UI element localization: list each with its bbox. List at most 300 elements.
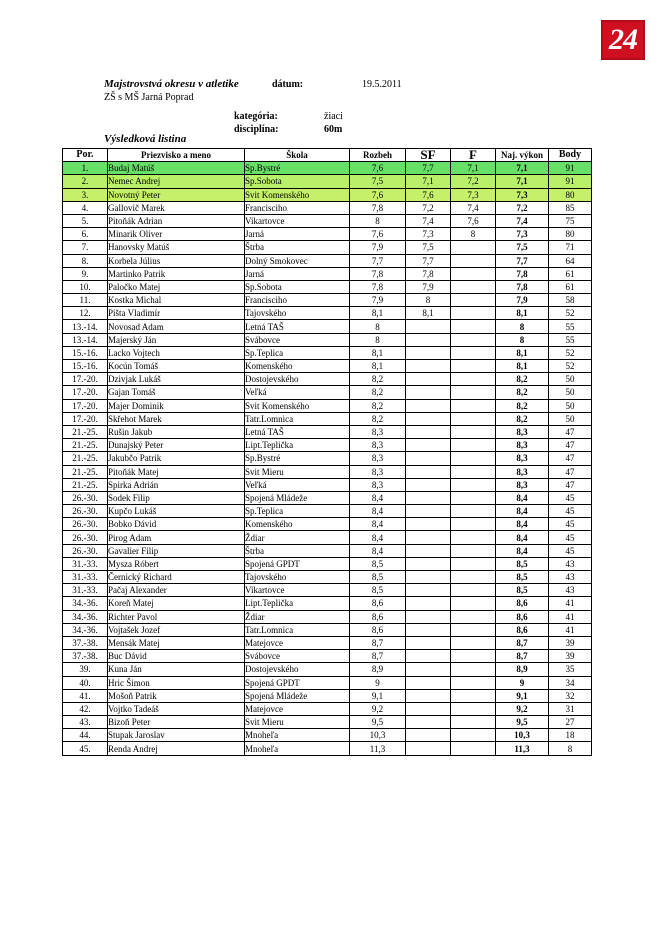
cell-points: 61 — [549, 267, 592, 280]
cell-points: 50 — [549, 373, 592, 386]
cell-points: 52 — [549, 360, 592, 373]
cell-name: Vojtašek Jozef — [108, 623, 245, 636]
cell-heat: 9,2 — [350, 702, 406, 715]
cell-points: 45 — [549, 518, 592, 531]
cell-heat: 7,6 — [350, 228, 406, 241]
cell-semifinal: 7,5 — [406, 241, 451, 254]
cell-points: 45 — [549, 531, 592, 544]
cell-final — [451, 412, 496, 425]
cell-heat: 9,1 — [350, 689, 406, 702]
cell-points: 71 — [549, 241, 592, 254]
cell-points: 80 — [549, 188, 592, 201]
table-row — [63, 175, 592, 188]
cell-position: 2. — [63, 175, 108, 188]
cell-points: 52 — [549, 307, 592, 320]
date-label: dátum: — [272, 79, 304, 90]
cell-name: Gajan Tomáš — [108, 386, 245, 399]
cell-name: Kuna Ján — [108, 663, 245, 676]
cell-heat: 8,4 — [350, 544, 406, 557]
cell-final — [451, 676, 496, 689]
cell-final — [451, 478, 496, 491]
cell-position: 34.-36. — [63, 623, 108, 636]
cell-points: 58 — [549, 294, 592, 307]
table-row — [63, 597, 592, 610]
discipline-value: 60m — [324, 124, 343, 135]
table-row — [63, 702, 592, 715]
cell-semifinal — [406, 373, 451, 386]
cell-school: Štrba — [245, 544, 350, 557]
cell-final — [451, 557, 496, 570]
cell-heat: 8,3 — [350, 452, 406, 465]
cell-best: 7,3 — [496, 228, 549, 241]
cell-points: 85 — [549, 201, 592, 214]
discipline-label: disciplína: — [234, 124, 279, 135]
cell-points: 55 — [549, 320, 592, 333]
cell-school: Francisciho — [245, 201, 350, 214]
cell-heat: 8,4 — [350, 505, 406, 518]
cell-name: Martinko Patrik — [108, 267, 245, 280]
cell-best: 8,2 — [496, 386, 549, 399]
cell-school: Spojená Mládeže — [245, 491, 350, 504]
cell-position: 17.-20. — [63, 373, 108, 386]
cell-final — [451, 650, 496, 663]
cell-points: 43 — [549, 571, 592, 584]
cell-name: Hric Šimon — [108, 676, 245, 689]
cell-position: 26.-30. — [63, 531, 108, 544]
table-row — [63, 201, 592, 214]
cell-heat: 8,5 — [350, 571, 406, 584]
cell-heat: 8 — [350, 214, 406, 227]
cell-school: Svábovce — [245, 650, 350, 663]
cell-final: 7,6 — [451, 214, 496, 227]
cell-school: Matejovce — [245, 702, 350, 715]
cell-name: Majerský Ján — [108, 333, 245, 346]
cell-name: Korbela Július — [108, 254, 245, 267]
cell-school: Sp.Bystré — [245, 162, 350, 175]
table-row — [63, 505, 592, 518]
table-row — [63, 214, 592, 227]
cell-heat: 7,8 — [350, 267, 406, 280]
cell-heat: 7,8 — [350, 280, 406, 293]
cell-school: Matejovce — [245, 636, 350, 649]
cell-heat: 8,2 — [350, 399, 406, 412]
cell-name: Mensák Matej — [108, 636, 245, 649]
cell-semifinal — [406, 544, 451, 557]
table-row — [63, 307, 592, 320]
cell-position: 45. — [63, 742, 108, 755]
cell-semifinal — [406, 386, 451, 399]
cell-school: Dolný Smokovec — [245, 254, 350, 267]
cell-heat: 8,5 — [350, 557, 406, 570]
cell-final — [451, 663, 496, 676]
cell-final — [451, 544, 496, 557]
cell-position: 39. — [63, 663, 108, 676]
table-row — [63, 676, 592, 689]
cell-name: Bizoň Peter — [108, 716, 245, 729]
cell-best: 8,2 — [496, 373, 549, 386]
cell-school: Svit Komenského — [245, 188, 350, 201]
cell-semifinal: 7,2 — [406, 201, 451, 214]
cell-heat: 8 — [350, 333, 406, 346]
cell-heat: 7,6 — [350, 162, 406, 175]
cell-name: Paločko Matej — [108, 280, 245, 293]
cell-heat: 8,9 — [350, 663, 406, 676]
table-row — [63, 188, 592, 201]
table-row — [63, 320, 592, 333]
column-header-f: F — [451, 149, 496, 162]
table-row — [63, 650, 592, 663]
cell-name: Pirog Adam — [108, 531, 245, 544]
cell-semifinal — [406, 557, 451, 570]
cell-name: Richter Pavol — [108, 610, 245, 623]
cell-final — [451, 267, 496, 280]
table-row — [63, 241, 592, 254]
cell-school: Spojená Mládeže — [245, 689, 350, 702]
table-row — [63, 742, 592, 755]
document-header — [104, 78, 604, 137]
cell-final — [451, 241, 496, 254]
cell-name: Sodek Filip — [108, 491, 245, 504]
cell-name: Černický Richard — [108, 571, 245, 584]
cell-heat: 8,1 — [350, 360, 406, 373]
cell-points: 80 — [549, 228, 592, 241]
cell-best: 7,8 — [496, 267, 549, 280]
table-row — [63, 360, 592, 373]
table-header-row — [63, 149, 592, 162]
cell-final — [451, 386, 496, 399]
cell-heat: 7,8 — [350, 201, 406, 214]
cell-name: Kostka Michal — [108, 294, 245, 307]
cell-points: 41 — [549, 610, 592, 623]
cell-school: Sp.Teplica — [245, 346, 350, 359]
cell-position: 41. — [63, 689, 108, 702]
cell-school: Spojená GPDT — [245, 557, 350, 570]
cell-best: 8,3 — [496, 465, 549, 478]
cell-best: 8 — [496, 320, 549, 333]
cell-position: 10. — [63, 280, 108, 293]
cell-school: Svit Mieru — [245, 465, 350, 478]
cell-final — [451, 399, 496, 412]
cell-school: Jarná — [245, 267, 350, 280]
table-row — [63, 623, 592, 636]
cell-position: 26.-30. — [63, 518, 108, 531]
event-title: Majstrovstvá okresu v atletike — [104, 78, 239, 90]
cell-final — [451, 346, 496, 359]
cell-final — [451, 610, 496, 623]
table-row — [63, 425, 592, 438]
cell-points: 39 — [549, 636, 592, 649]
cell-semifinal: 7,7 — [406, 254, 451, 267]
cell-position: 8. — [63, 254, 108, 267]
table-row — [63, 228, 592, 241]
cell-position: 26.-30. — [63, 544, 108, 557]
cell-final — [451, 729, 496, 742]
cell-points: 41 — [549, 623, 592, 636]
cell-position: 21.-25. — [63, 452, 108, 465]
cell-heat: 8,4 — [350, 491, 406, 504]
cell-points: 45 — [549, 544, 592, 557]
column-header-rozbeh: Rozbeh — [350, 149, 406, 162]
cell-final — [451, 689, 496, 702]
cell-best: 7,7 — [496, 254, 549, 267]
cell-name: Lacko Vojtech — [108, 346, 245, 359]
cell-position: 43. — [63, 716, 108, 729]
results-table — [62, 148, 592, 756]
cell-best: 8,4 — [496, 505, 549, 518]
cell-name: Skřehot Marek — [108, 412, 245, 425]
cell-school: Vikartovce — [245, 214, 350, 227]
cell-position: 31.-33. — [63, 571, 108, 584]
cell-heat: 8,4 — [350, 531, 406, 544]
cell-position: 7. — [63, 241, 108, 254]
cell-school: Komenského — [245, 518, 350, 531]
cell-school: Mnoheľa — [245, 729, 350, 742]
cell-heat: 8,3 — [350, 425, 406, 438]
cell-points: 35 — [549, 663, 592, 676]
column-header-body: Body — [549, 149, 592, 162]
cell-school: Lipt.Teplička — [245, 439, 350, 452]
cell-semifinal — [406, 399, 451, 412]
cell-name: Pačaj Alexander — [108, 584, 245, 597]
cell-best: 8,4 — [496, 531, 549, 544]
cell-school: Francisciho — [245, 294, 350, 307]
cell-final — [451, 597, 496, 610]
cell-semifinal — [406, 584, 451, 597]
cell-final — [451, 294, 496, 307]
cell-final — [451, 505, 496, 518]
cell-heat: 8,6 — [350, 610, 406, 623]
cell-heat: 8,2 — [350, 412, 406, 425]
cell-position: 12. — [63, 307, 108, 320]
cell-school: Sp.Sobota — [245, 175, 350, 188]
cell-name: Vojtko Tadeáš — [108, 702, 245, 715]
cell-semifinal — [406, 425, 451, 438]
cell-school: Svit Komenského — [245, 399, 350, 412]
cell-heat: 11,3 — [350, 742, 406, 755]
cell-best: 8,3 — [496, 452, 549, 465]
cell-name: Dzivjak Lukáš — [108, 373, 245, 386]
cell-points: 50 — [549, 386, 592, 399]
cell-heat: 8,5 — [350, 584, 406, 597]
cell-points: 91 — [549, 162, 592, 175]
cell-best: 8,2 — [496, 399, 549, 412]
table-row — [63, 584, 592, 597]
cell-best: 7,1 — [496, 162, 549, 175]
cell-best: 8,4 — [496, 518, 549, 531]
cell-points: 47 — [549, 439, 592, 452]
cell-best: 9 — [496, 676, 549, 689]
cell-heat: 8,6 — [350, 597, 406, 610]
cell-final — [451, 623, 496, 636]
cell-name: Pišta Vladimír — [108, 307, 245, 320]
cell-final — [451, 518, 496, 531]
cell-final — [451, 465, 496, 478]
cell-final: 7,3 — [451, 188, 496, 201]
cell-points: 55 — [549, 333, 592, 346]
school-name: ZŠ s MŠ Jarná Poprad — [104, 92, 194, 103]
cell-school: Sp.Sobota — [245, 280, 350, 293]
cell-name: Hanovsky Matúš — [108, 241, 245, 254]
cell-school: Mnoheľa — [245, 742, 350, 755]
cell-best: 7,8 — [496, 280, 549, 293]
cell-name: Mošoň Patrik — [108, 689, 245, 702]
cell-best: 8,7 — [496, 650, 549, 663]
table-row — [63, 373, 592, 386]
cell-final — [451, 307, 496, 320]
cell-best: 7,4 — [496, 214, 549, 227]
cell-points: 27 — [549, 716, 592, 729]
cell-best: 7,9 — [496, 294, 549, 307]
cell-position: 3. — [63, 188, 108, 201]
cell-best: 8,9 — [496, 663, 549, 676]
cell-name: Rušin Jakub — [108, 425, 245, 438]
cell-final — [451, 254, 496, 267]
category-value: žiaci — [324, 111, 343, 122]
table-row — [63, 610, 592, 623]
table-row — [63, 267, 592, 280]
cell-best: 8,5 — [496, 557, 549, 570]
cell-final — [451, 571, 496, 584]
cell-best: 8,7 — [496, 636, 549, 649]
cell-best: 8,4 — [496, 491, 549, 504]
cell-points: 50 — [549, 399, 592, 412]
cell-best: 7,3 — [496, 188, 549, 201]
table-row — [63, 544, 592, 557]
cell-position: 11. — [63, 294, 108, 307]
cell-best: 8,1 — [496, 360, 549, 373]
cell-semifinal — [406, 702, 451, 715]
cell-name: Gallovič Marek — [108, 201, 245, 214]
cell-final — [451, 716, 496, 729]
cell-school: Veľká — [245, 478, 350, 491]
cell-semifinal — [406, 610, 451, 623]
cell-heat: 7,7 — [350, 254, 406, 267]
cell-semifinal: 7,9 — [406, 280, 451, 293]
cell-final: 7,4 — [451, 201, 496, 214]
cell-semifinal — [406, 689, 451, 702]
column-header-por: Por. — [63, 149, 108, 162]
category-label: kategória: — [234, 111, 278, 122]
cell-position: 21.-25. — [63, 439, 108, 452]
table-row — [63, 162, 592, 175]
cell-school: Tatr.Lomnica — [245, 412, 350, 425]
cell-final — [451, 636, 496, 649]
logo-text: 24 — [609, 23, 637, 56]
table-row — [63, 399, 592, 412]
table-row — [63, 412, 592, 425]
cell-best: 9,5 — [496, 716, 549, 729]
cell-heat: 7,5 — [350, 175, 406, 188]
cell-best: 7,2 — [496, 201, 549, 214]
table-row — [63, 478, 592, 491]
cell-position: 13.-14. — [63, 333, 108, 346]
cell-name: Majer Dominik — [108, 399, 245, 412]
cell-points: 64 — [549, 254, 592, 267]
table-row — [63, 663, 592, 676]
cell-heat: 8,7 — [350, 650, 406, 663]
cell-semifinal — [406, 729, 451, 742]
cell-school: Veľká — [245, 386, 350, 399]
table-row — [63, 254, 592, 267]
cell-final — [451, 491, 496, 504]
cell-semifinal — [406, 346, 451, 359]
cell-name: Pitoňák Matej — [108, 465, 245, 478]
cell-points: 91 — [549, 175, 592, 188]
cell-points: 47 — [549, 425, 592, 438]
cell-semifinal — [406, 636, 451, 649]
cell-name: Pitoňák Adrian — [108, 214, 245, 227]
cell-final: 8 — [451, 228, 496, 241]
cell-final — [451, 584, 496, 597]
cell-position: 15.-16. — [63, 346, 108, 359]
cell-semifinal — [406, 531, 451, 544]
cell-heat: 8,2 — [350, 373, 406, 386]
cell-points: 52 — [549, 346, 592, 359]
cell-final — [451, 333, 496, 346]
cell-name: Gavalier Filip — [108, 544, 245, 557]
cell-semifinal — [406, 518, 451, 531]
cell-best: 8 — [496, 333, 549, 346]
cell-school: Ždiar — [245, 610, 350, 623]
table-row — [63, 465, 592, 478]
cell-best: 8,6 — [496, 610, 549, 623]
cell-final — [451, 452, 496, 465]
cell-semifinal — [406, 412, 451, 425]
cell-school: Jarná — [245, 228, 350, 241]
cell-school: Tajovského — [245, 571, 350, 584]
cell-name: Renda Andrej — [108, 742, 245, 755]
cell-semifinal — [406, 571, 451, 584]
cell-best: 8,2 — [496, 412, 549, 425]
cell-final — [451, 373, 496, 386]
cell-semifinal — [406, 650, 451, 663]
cell-points: 47 — [549, 478, 592, 491]
cell-semifinal — [406, 491, 451, 504]
cell-points: 31 — [549, 702, 592, 715]
cell-school: Tatr.Lomnica — [245, 623, 350, 636]
cell-heat: 8,2 — [350, 386, 406, 399]
cell-best: 11,3 — [496, 742, 549, 755]
cell-name: Bobko Dávid — [108, 518, 245, 531]
table-row — [63, 716, 592, 729]
cell-school: Sp.Bystré — [245, 452, 350, 465]
cell-school: Lipt.Teplička — [245, 597, 350, 610]
cell-heat: 10,3 — [350, 729, 406, 742]
cell-position: 17.-20. — [63, 386, 108, 399]
cell-semifinal — [406, 597, 451, 610]
cell-position: 13.-14. — [63, 320, 108, 333]
cell-heat: 8,1 — [350, 307, 406, 320]
table-row — [63, 557, 592, 570]
cell-school: Ždiar — [245, 531, 350, 544]
cell-best: 8,5 — [496, 571, 549, 584]
cell-best: 8,4 — [496, 544, 549, 557]
cell-best: 8,3 — [496, 478, 549, 491]
cell-name: Koreň Matej — [108, 597, 245, 610]
column-header-skola: Škola — [245, 149, 350, 162]
results-list-title: Výsledková listina — [104, 133, 187, 145]
cell-best: 8,1 — [496, 346, 549, 359]
cell-semifinal — [406, 320, 451, 333]
table-row — [63, 294, 592, 307]
cell-semifinal — [406, 663, 451, 676]
cell-position: 31.-33. — [63, 557, 108, 570]
cell-position: 5. — [63, 214, 108, 227]
cell-school: Svit Mieru — [245, 716, 350, 729]
table-row — [63, 729, 592, 742]
cell-position: 15.-16. — [63, 360, 108, 373]
cell-points: 61 — [549, 280, 592, 293]
